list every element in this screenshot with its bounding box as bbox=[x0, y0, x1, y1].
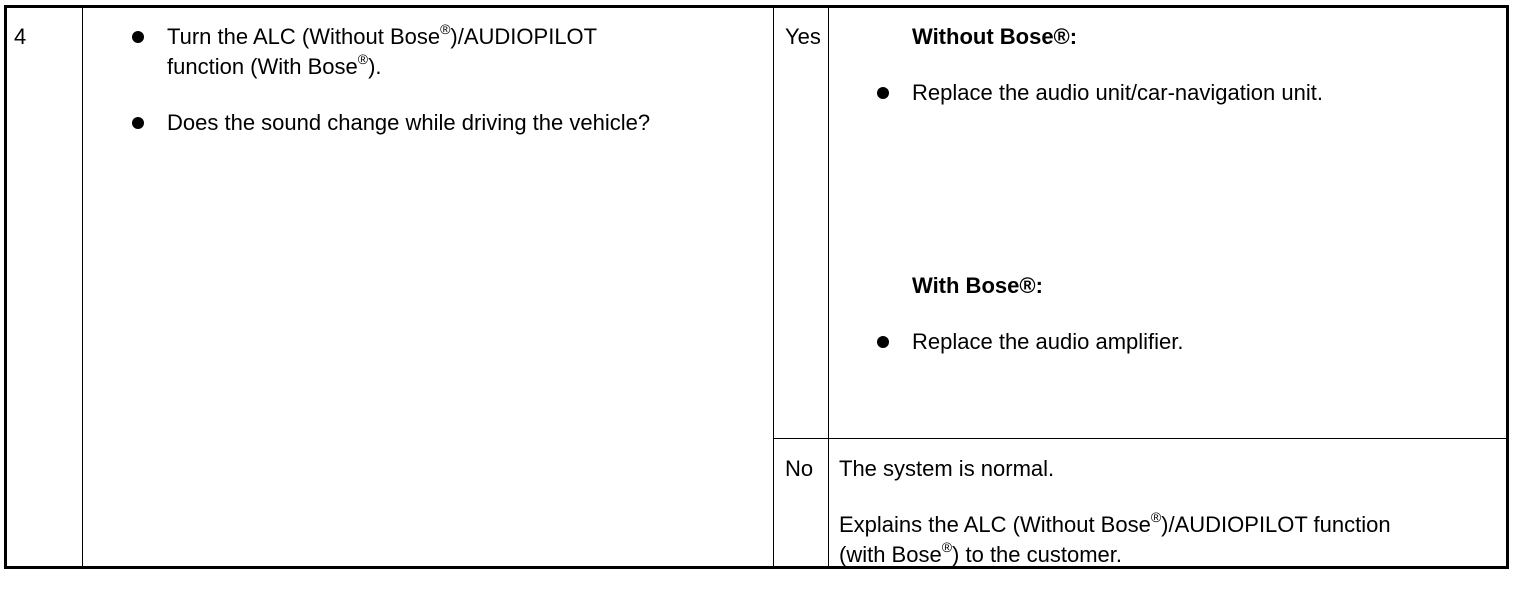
row-divider-yes-no bbox=[773, 438, 1506, 439]
with-bose-section bbox=[877, 271, 1497, 357]
without-bose-heading: Without Bose®: bbox=[912, 24, 1078, 49]
with-bose-heading: With Bose®: bbox=[912, 273, 1043, 298]
diagnosis-step-table bbox=[4, 5, 1509, 569]
bullet-icon bbox=[877, 336, 889, 348]
check-question: Does the sound change while driving the vehicle? bbox=[167, 110, 651, 135]
bullet-icon bbox=[877, 87, 889, 99]
with-bose-action bbox=[877, 327, 1497, 357]
no-result bbox=[839, 454, 1499, 596]
column-divider-check bbox=[773, 8, 774, 566]
check-text-line1: Turn the ALC (Without Bose®)/AUDIOPILOT bbox=[167, 21, 598, 49]
without-bose-action bbox=[877, 78, 1497, 108]
check-item-question bbox=[132, 108, 772, 138]
step-number: 4 bbox=[14, 24, 27, 49]
with-bose-action-text: Replace the audio amplifier. bbox=[912, 329, 1184, 354]
column-divider-step bbox=[82, 8, 83, 566]
yes-result bbox=[877, 22, 1497, 354]
check-instructions bbox=[132, 22, 772, 164]
yes-label: Yes bbox=[785, 24, 821, 49]
bullet-icon bbox=[132, 31, 144, 43]
check-text-line2: function (With Bose®). bbox=[167, 51, 382, 79]
no-label: No bbox=[785, 456, 814, 481]
without-bose-action-text: Replace the audio unit/car-navigation unit. bbox=[912, 80, 1323, 105]
check-item-turn-function bbox=[132, 22, 772, 82]
no-explain-text: Explains the ALC (Without Bose®)/AUDIOPILOT function (with Bose®) to the customer. bbox=[839, 509, 1391, 567]
no-result-text: The system is normal. bbox=[839, 456, 1055, 481]
bullet-icon bbox=[132, 117, 144, 129]
column-divider-result bbox=[828, 8, 829, 566]
